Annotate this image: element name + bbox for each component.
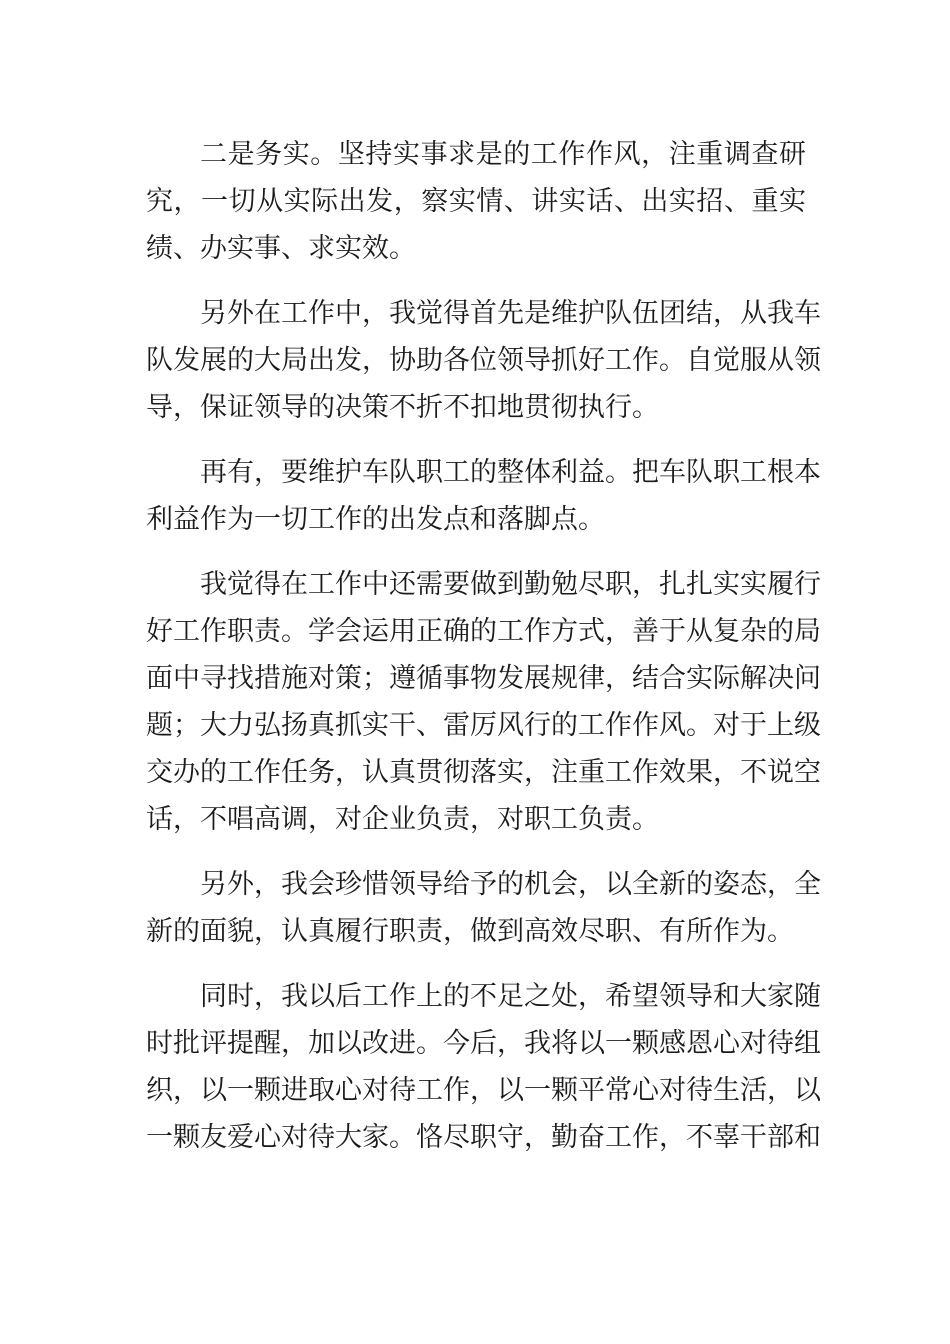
paragraph-line: 交办的工作任务，认真贯彻落实，注重工作效果，不说空 (146, 757, 821, 788)
paragraph-line: 话，不唱高调，对企业负责，对职工负责。 (146, 804, 659, 835)
paragraph-line: 二是务实。坚持实事求是的工作作风，注重调查研 (200, 139, 806, 170)
paragraph-3 (146, 449, 821, 543)
paragraph-line: 导，保证领导的决策不折不扣地贯彻执行。 (146, 392, 659, 423)
paragraph-line: 究，一切从实际出发，察实情、讲实话、出实招、重实 (146, 186, 806, 217)
paragraph-line: 另外在工作中，我觉得首先是维护队伍团结，从我车 (200, 298, 821, 329)
paragraph-line: 时批评提醒，加以改进。今后，我将以一颗感恩心对待组 (146, 1028, 821, 1059)
document-body (146, 131, 821, 1179)
paragraph-1 (146, 131, 806, 272)
paragraph-line: 新的面貌，认真履行职责，做到高效尽职、有所作为。 (146, 916, 794, 947)
paragraph-line: 面中寻找措施对策；遵循事物发展规律，结合实际解决问 (146, 663, 821, 694)
paragraph-line: 我觉得在工作中还需要做到勤勉尽职，扎扎实实履行 (200, 569, 821, 600)
paragraph-2 (146, 290, 821, 431)
paragraph-4 (146, 561, 821, 843)
paragraph-line: 好工作职责。学会运用正确的工作方式，善于从复杂的局 (146, 616, 821, 647)
paragraph-line: 再有，要维护车队职工的整体利益。把车队职工根本 (200, 457, 821, 488)
paragraph-line: 织，以一颗进取心对待工作，以一颗平常心对待生活，以 (146, 1075, 821, 1106)
paragraph-line: 一颗友爱心对待大家。恪尽职守，勤奋工作，不辜干部和 (146, 1122, 821, 1153)
paragraph-line: 绩、办实事、求实效。 (146, 233, 416, 264)
paragraph-line: 利益作为一切工作的出发点和落脚点。 (146, 504, 605, 535)
paragraph-5 (146, 861, 821, 955)
paragraph-6 (146, 973, 821, 1161)
paragraph-line: 题；大力弘扬真抓实干、雷厉风行的工作作风。对于上级 (146, 710, 821, 741)
paragraph-line: 同时，我以后工作上的不足之处，希望领导和大家随 (200, 981, 821, 1012)
paragraph-line: 队发展的大局出发，协助各位领导抓好工作。自觉服从领 (146, 345, 821, 376)
paragraph-line: 另外，我会珍惜领导给予的机会，以全新的姿态，全 (200, 869, 821, 900)
